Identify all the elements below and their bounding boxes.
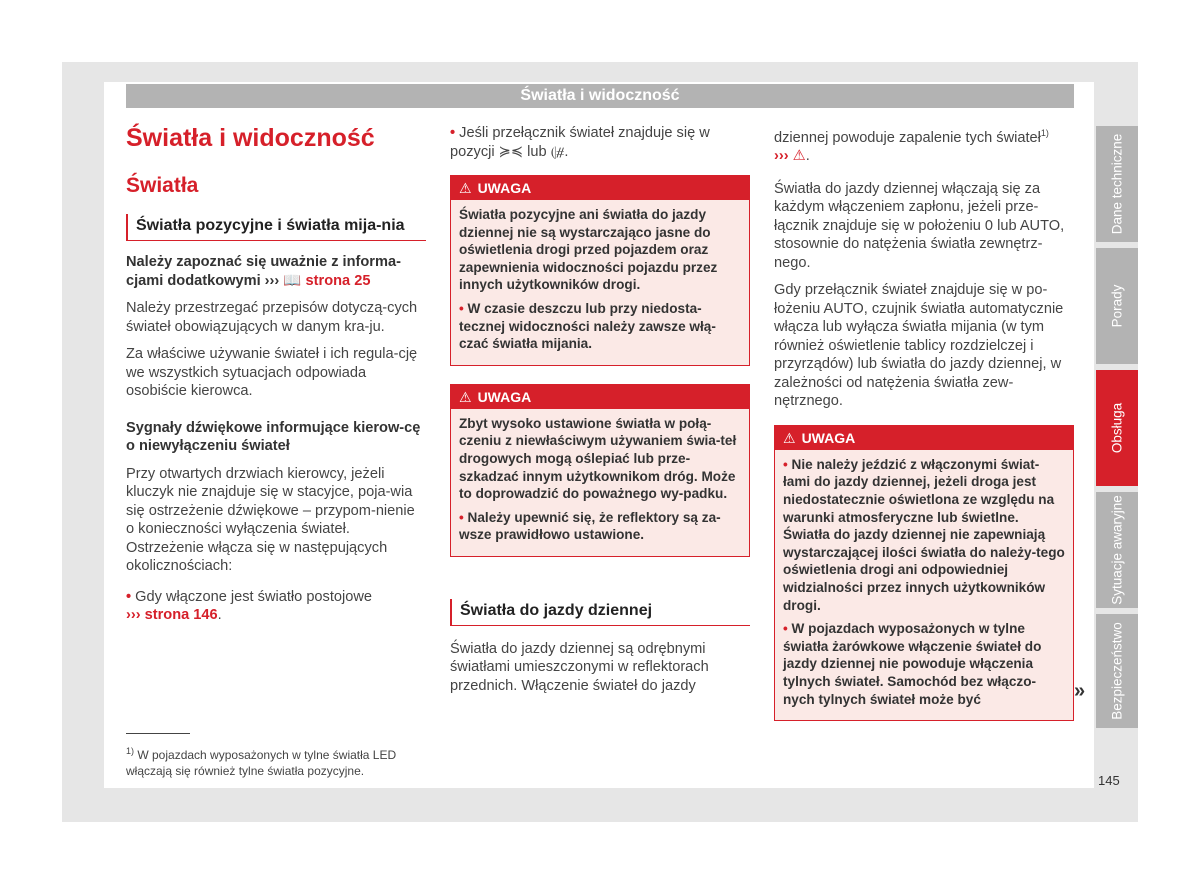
paragraph-auto: Gdy przełącznik świateł znajduje się w po-łożeniu AUTO, czujnik światła automatycznie włącza lub wyłącza światła mijania (w tym również oświetlenie tablicy rozdzielczej i przyrządów) lub światła do jazdy dziennej, w zależności od natężenia światła zew-nętrznego.	[774, 282, 1064, 410]
list-item	[450, 124, 750, 161]
warning-icon: ⚠	[459, 180, 472, 196]
intro-text: Należy zapoznać się uważnie z informa-cjami dodatkowymi ›››	[126, 254, 401, 289]
warning-title: UWAGA	[477, 180, 532, 196]
drl-cont-text: dziennej powoduje zapalenie tych świateł	[774, 129, 1041, 146]
warning-list-item	[459, 509, 741, 544]
intro-page-link[interactable]: strona 25	[305, 272, 371, 289]
tab-label: Porady	[1109, 284, 1125, 328]
page-number: 145	[1098, 773, 1120, 788]
warning-list-text: W pojazdach wyposażonych w tylne światła żarówkowe włączenie świateł do jazdy dziennej nie powoduje włączenia tylnych świateł. Samochód bez włączo-nych tylnych świateł może być	[783, 621, 1042, 707]
column-2	[450, 124, 750, 704]
tab-label: Bezpieczeństwo	[1109, 622, 1125, 720]
warning-icon: ⚠	[792, 148, 806, 165]
bullet-icon: •	[783, 621, 788, 637]
warning-title: UWAGA	[477, 388, 532, 405]
footnote-divider	[126, 733, 190, 734]
list-item-text: Gdy włączone jest światło postojowe	[135, 588, 373, 605]
footnote-ref: 1)	[1040, 128, 1049, 138]
tab-dane-techniczne[interactable]	[1096, 126, 1138, 242]
paragraph-responsibility: Za właściwe używanie świateł i ich regula-cję we wszystkich sytuacjach odpowiada osobiście kierowca.	[126, 346, 418, 399]
tab-porady[interactable]	[1096, 248, 1138, 364]
list-item	[126, 588, 426, 625]
warning-list-text: W czasie deszczu lub przy niedosta-tecznej widoczności należy zawsze włą-czać światła mijania.	[459, 300, 716, 352]
subheading-acoustic: Sygnały dźwiękowe informujące kierow-cę o niewyłączeniu świateł	[126, 419, 421, 454]
section-title: Światła	[126, 174, 199, 197]
warning-box	[774, 425, 1074, 721]
paragraph-drl: Światła do jazdy dziennej są odrębnymi światłami umieszczonymi w reflektorach przednich. Włączenie świateł do jazdy	[450, 640, 709, 694]
tab-label: Dane techniczne	[1109, 133, 1125, 235]
continue-mark: »	[1074, 680, 1086, 702]
warning-text: Zbyt wysoko ustawione światła w połą-czeniu z niewłaściwym używaniem świa-teł drogowych mogą oślepiać lub prze-szkadzać innym użytkownikom dróg. Może to doprowadzić do poważnego wy-padku.	[459, 415, 737, 502]
paragraph-acoustic: Przy otwartych drzwiach kierowcy, jeżeli kluczyk nie znajduje się w stacyjce, poja-wia się ostrzeżenie dźwiękowe – przypom-nienie o konieczności wyłączenia świateł. Ostrzeżenie włącza się w następujących okolicznościach:	[126, 465, 415, 574]
tab-label: Obsługa	[1109, 402, 1125, 454]
paragraph-rules: Należy przestrzegać przepisów dotyczą-cych świateł obowiązujących w danym kra-ju.	[126, 300, 418, 335]
list-item-link[interactable]: ››› strona 146	[126, 607, 218, 623]
subsection-title: Światła pozycyjne i światła mija-nia	[126, 214, 426, 241]
bullet-icon: •	[459, 300, 464, 316]
book-icon: 📖	[283, 272, 302, 289]
tab-bezpieczenstwo[interactable]	[1096, 614, 1138, 728]
warning-list-text: Nie należy jeździć z włączonymi świat-łami do jazdy dziennej, jeżeli droga jest niedostatecznie oświetlona ze względu na warunki atmosferyczne lub świetlne. Światła do jazdy dziennej nie zapewniają wystarczającej ilości światła do należy-tego oświetlenia drogi ani odpowiedniej widzialności przez innych użytkowników drogi.	[783, 456, 1065, 613]
column-3	[774, 124, 1074, 739]
cross-ref-arrow[interactable]: ›››	[774, 148, 789, 165]
warning-header	[775, 426, 1073, 450]
warning-icon: ⚠	[459, 388, 472, 405]
bullet-icon: •	[450, 125, 456, 141]
warning-text: Światła pozycyjne ani światła do jazdy dziennej nie są wystarczająco jasne do oświetlenia drogi przed pojazdem oraz zapewnienia widoczności pojazdu przez innych użytkowników drogi.	[459, 207, 718, 293]
tab-label: Sytuacje awaryjne	[1109, 495, 1125, 605]
intro-paragraph	[126, 253, 426, 290]
column-1	[126, 124, 426, 634]
warning-title: UWAGA	[801, 429, 856, 446]
bullet-icon: •	[459, 509, 464, 525]
tab-obsluga[interactable]	[1096, 370, 1138, 486]
subsection-title: Światła do jazdy dziennej	[450, 599, 750, 626]
warning-list-item	[459, 300, 741, 353]
list-item-end: .	[217, 607, 222, 623]
warning-body	[451, 409, 749, 556]
warning-box	[450, 175, 750, 366]
footnote-mark: 1)	[126, 746, 135, 756]
footnote-text: W pojazdach wyposażonych w tylne światła LED włączają się również tylne światła pozycyjne.	[126, 748, 397, 778]
chapter-title: Światła i widoczność	[126, 124, 375, 152]
warning-body	[775, 450, 1073, 720]
warning-list-item	[783, 620, 1065, 708]
footnote	[126, 743, 426, 779]
paragraph-drl-ignition: Światła do jazdy dziennej włączają się za każdym włączeniem zapłonu, jeżeli prze-łącznik znajduje się w położeniu 0 lub AUTO, stosownie do natężenia światła zewnętrz-nego.	[774, 180, 1065, 271]
list-item-text: Jeśli przełącznik świateł znajduje się w pozycji ≽≼ lub ⦇⧣.	[450, 125, 710, 160]
bullet-icon: •	[126, 588, 132, 605]
warning-list-item	[783, 456, 1065, 614]
running-header: Światła i widoczność	[126, 84, 1074, 108]
warning-box	[450, 384, 750, 557]
warning-header	[451, 385, 749, 409]
warning-list-text: Należy upewnić się, że reflektory są za-wsze prawidłowo ustawione.	[459, 509, 721, 543]
bullet-icon: •	[783, 456, 788, 472]
warning-header	[451, 176, 749, 200]
warning-icon: ⚠	[783, 429, 796, 446]
tab-sytuacje-awaryjne[interactable]	[1096, 492, 1138, 608]
warning-body	[451, 200, 749, 365]
paragraph-drl-cont: dziennej powoduje zapalenie tych świateł$^{1)}$ ››› ⚠.	[774, 128, 1049, 165]
